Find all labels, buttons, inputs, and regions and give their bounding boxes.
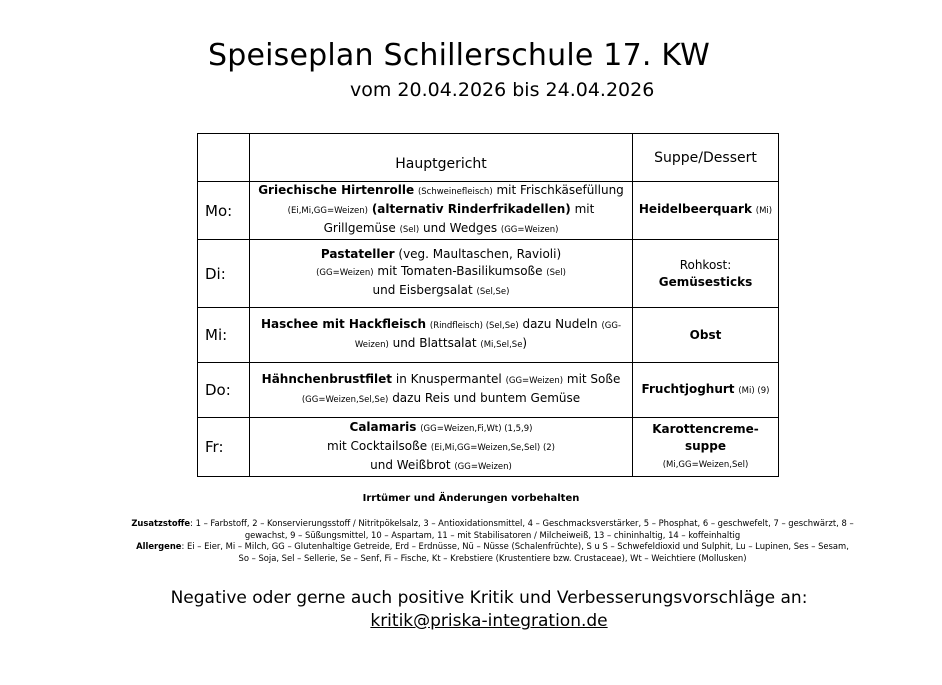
dish-text: in Knuspermantel	[392, 372, 506, 386]
additives-text: : 1 – Farbstoff, 2 – Konservierungsstoff / Nitritpökelsalz, 3 – Antioxidationsmittel, 4 – Geschmacksverstärker, 5 – Phosphat, 6 – geschwefelt, 7 – geschwärzt, 8 – gewachst, 9 – Süßungsmittel, 10 – Aspartam, 11 – mit Stabilisatoren / Milcheiweiß, 13 – chininhaltig, 14 – koffeinhaltig	[190, 518, 854, 540]
allergens-text: : Ei – Eier, Mi – Milch, GG – Glutenhaltige Getreide, Erd – Erdnüsse, Nü – Nüsse (Schalenfrüchte), S u S – Schwefeldioxid und Sulphit, Lu – Lupinen, Ses – Sesam, So – Soja, Sel – Sellerie, Se – Senf, Fi – Fische, Kt – Krebstiere (Krustentiere bzw. Crustaceae), Wt – Weichtiere (Mollusken)	[181, 541, 849, 563]
day-label: Fr:	[198, 418, 250, 477]
dish-name-text: Calamaris	[349, 419, 417, 434]
allergen-code-text: (Ei,Mi,GG=Weizen,Se,Sel) (2)	[430, 442, 555, 453]
dish-text: dazu Nudeln	[518, 317, 602, 331]
additives-line	[130, 518, 855, 541]
dish-name-text: Haschee mit Hackfleisch	[260, 317, 427, 331]
dish-name-text: Fruchtjoghurt	[641, 381, 735, 396]
allergens-line	[130, 541, 855, 564]
allergen-code-text: (GG=Weizen)	[500, 225, 559, 235]
side-dish-cell	[633, 308, 779, 363]
table-row	[198, 308, 779, 363]
date-range: vom 20.04.2026 bis 24.04.2026	[350, 79, 655, 101]
day-label: Mo:	[198, 182, 250, 240]
allergen-code-text: (Mi)	[755, 206, 773, 216]
allergen-code-text: (Mi) (9)	[738, 385, 770, 396]
dish-text: und Weißbrot	[370, 457, 455, 472]
allergen-code-text: (Rindfleisch) (Sel,Se)	[429, 321, 519, 331]
main-dish-cell	[250, 240, 633, 308]
menu-table	[197, 133, 779, 477]
dish-name-text: Hähnchenbrustfilet	[261, 372, 393, 386]
allergen-code-text: (Mi,Sel,Se	[480, 340, 523, 350]
dish-text: Rohkost:	[679, 257, 732, 272]
additives-legend	[130, 518, 855, 564]
day-label: Do:	[198, 363, 250, 418]
page-title: Speiseplan Schillerschule 17. KW	[207, 38, 710, 73]
allergen-code-text: (Mi,GG=Weizen,Sel)	[662, 459, 749, 470]
dish-name-text: Pastateller	[320, 247, 395, 261]
dish-text: mit Grillgemüse	[323, 202, 595, 235]
main-dish-cell	[250, 418, 633, 477]
header-soup-dessert: Suppe/Dessert	[633, 134, 779, 182]
main-dish-cell	[250, 363, 633, 418]
disclaimer-note: Irrtümer und Änderungen vorbehalten	[362, 493, 580, 504]
dish-name-text: Griechische Hirtenrolle	[258, 183, 415, 197]
allergen-code-text: (GG=Weizen,Fi,Wt) (1,5,9)	[420, 423, 533, 434]
allergen-code-text: (Sel)	[399, 225, 420, 235]
additives-label: Zusatzstoffe	[131, 518, 191, 528]
day-label: Mi:	[198, 308, 250, 363]
allergen-code-text: (Sel)	[546, 268, 566, 278]
main-dish-cell	[250, 308, 633, 363]
allergen-code-text: (GG=Weizen,Sel,Se)	[301, 395, 389, 405]
feedback-email	[0, 611, 942, 631]
dish-name-text: Obst	[689, 327, 722, 342]
main-dish-cell	[250, 182, 633, 240]
allergen-code-text: (Sel,Se)	[476, 287, 510, 297]
day-label: Di:	[198, 240, 250, 308]
feedback-text: Negative oder gerne auch positive Kritik und Verbesserungsvorschläge an:	[170, 588, 808, 608]
table-row	[198, 363, 779, 418]
allergen-code-text: (GG=Weizen)	[505, 376, 564, 386]
dish-text: dazu Reis und buntem Gemüse	[388, 391, 581, 405]
allergen-code-text: (Schweinefleisch)	[417, 187, 493, 197]
table-row	[198, 418, 779, 477]
table-row	[198, 240, 779, 308]
dish-text: mit Cocktailsoße	[327, 438, 431, 453]
dish-name-text: Karottencreme-suppe	[652, 421, 759, 453]
table-row	[198, 182, 779, 240]
dish-name-text: (alternativ Rinderfrikadellen)	[371, 202, 571, 216]
side-dish-cell	[633, 363, 779, 418]
dish-text: mit Soße	[563, 372, 621, 386]
dish-text: (veg. Maultaschen, Ravioli)	[394, 247, 562, 261]
side-dish-cell	[633, 240, 779, 308]
dish-name-text: Gemüsesticks	[658, 274, 753, 289]
dish-text: und Eisbergsalat	[372, 283, 477, 297]
table-header-row	[198, 134, 779, 182]
email-link[interactable]: kritik@priska-integration.de	[370, 611, 608, 631]
side-dish-cell	[633, 418, 779, 477]
allergen-code-text: (GG=Weizen)	[316, 268, 374, 278]
dish-text: )	[522, 336, 528, 350]
header-day-cell	[198, 134, 250, 182]
side-dish-cell	[633, 182, 779, 240]
allergen-code-text: (GG=Weizen)	[454, 461, 512, 472]
allergen-code-text: (GG-Weizen)	[354, 321, 622, 350]
allergens-label: Allergene	[136, 541, 182, 551]
dish-text: mit Frischkäsefüllung	[492, 183, 624, 197]
header-main-dish: Hauptgericht	[250, 134, 633, 182]
allergen-code-text: (Ei,Mi,GG=Weizen)	[287, 206, 368, 216]
dish-name-text: Heidelbeerquark	[638, 202, 752, 216]
dish-text: und Blattsalat	[388, 336, 481, 350]
dish-text: mit Tomaten-Basilikumsoße	[373, 264, 547, 278]
dish-text: und Wedges	[419, 221, 501, 235]
